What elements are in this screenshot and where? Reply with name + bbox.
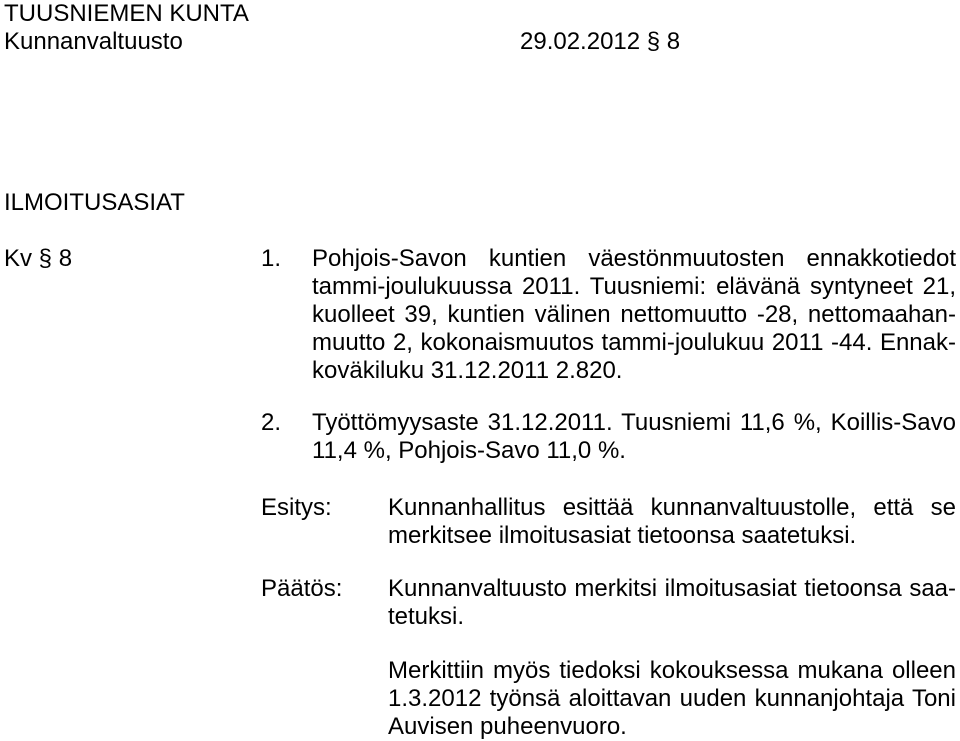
item-text bbox=[312, 409, 956, 465]
decision-text-line: Kunnanvaltuusto merkitsi ilmoitusasiat tietoonsa saa- bbox=[388, 575, 956, 602]
municipality-name: TUUSNIEMEN KUNTA bbox=[4, 0, 249, 27]
item-text bbox=[312, 245, 956, 385]
decision-note-line: Auvisen puheenvuoro. bbox=[388, 713, 627, 740]
section-title: ILMOITUSASIAT bbox=[4, 189, 185, 216]
proposal-text-line: Kunnanhallitus esittää kunnanvaltuustolle, että se bbox=[388, 494, 956, 521]
item-text-line: 11,4 %, Pohjois-Savo 11,0 %. bbox=[312, 437, 626, 464]
decision-note bbox=[388, 657, 956, 741]
item-text-line: muutto 2, kokonaismuutos tammi-joulukuu 2011 -44. Ennak- bbox=[312, 329, 956, 356]
proposal-text-line: merkitsee ilmoitusasiat tietoonsa saatetuksi. bbox=[388, 522, 857, 549]
decision-label: Päätös: bbox=[261, 575, 343, 602]
decision-text-line: tetuksi. bbox=[388, 603, 465, 630]
item-text-line: koväkiluku 31.12.2011 2.820. bbox=[312, 357, 623, 384]
item-text-line: Työttömyysaste 31.12.2011. Tuusniemi 11,6 %, Koillis-Savo bbox=[312, 409, 956, 436]
meeting-body: Kunnanvaltuusto bbox=[4, 28, 183, 55]
meeting-date-section: 29.02.2012 § 8 bbox=[520, 28, 681, 55]
item-text-line: tammi-joulukuussa 2011. Tuusniemi: elävänä syntyneet 21, bbox=[312, 273, 956, 300]
item-number: 2. bbox=[261, 409, 282, 436]
item-text-line: kuolleet 39, kuntien välinen nettomuutto -28, nettomaahan- bbox=[312, 301, 956, 328]
case-reference: Kv § 8 bbox=[4, 245, 73, 272]
proposal-text bbox=[388, 494, 956, 550]
proposal-label: Esitys: bbox=[261, 494, 332, 521]
decision-text bbox=[388, 575, 956, 631]
item-number: 1. bbox=[261, 245, 282, 272]
decision-note-line: 1.3.2012 työnsä aloittavan uuden kunnanjohtaja Toni bbox=[388, 685, 956, 712]
decision-note-line: Merkittiin myös tiedoksi kokouksessa mukana olleen bbox=[388, 657, 956, 684]
item-text-line: Pohjois-Savon kuntien väestönmuutosten ennakkotiedot bbox=[312, 245, 956, 272]
